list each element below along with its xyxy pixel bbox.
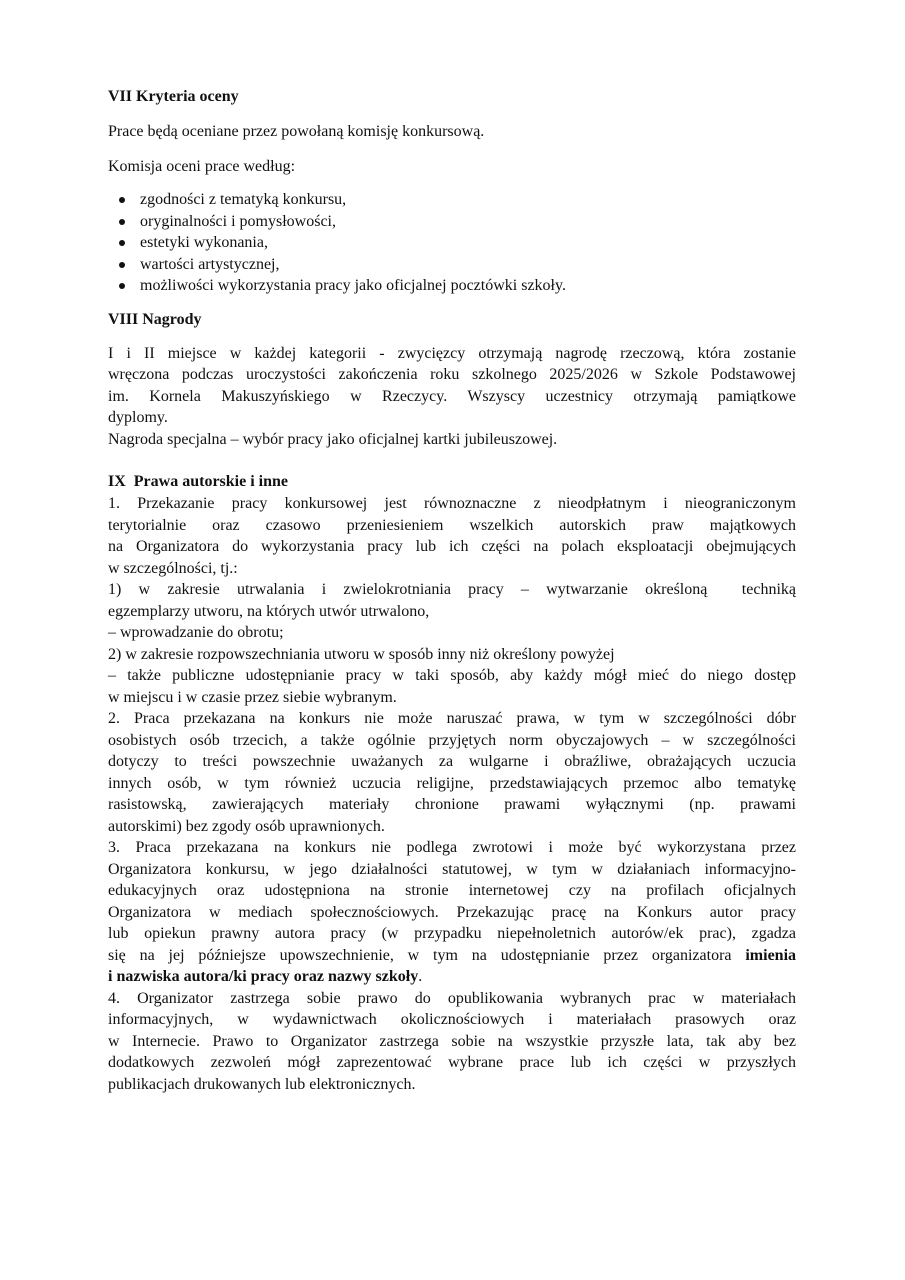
- bold-emphasis: imienia: [745, 946, 797, 964]
- section-7-lead: Komisja oceni prace według:: [108, 157, 296, 175]
- bullet-icon: [119, 197, 125, 203]
- criteria-item: wartości artystycznej,: [108, 254, 796, 276]
- criteria-item: oryginalności i pomysłowości,: [108, 211, 796, 233]
- bullet-icon: [119, 240, 125, 246]
- section-9-point-2: 2. Praca przekazana na konkurs nie może naruszać prawa, w tym w szczególności dóbr osobistych osób trzecich, a także ogólnie przyjętych norm obyczajowych – w szczególności dotyczy to treści powszechnie uważanych za wulgarne i obraźliwe, obrażających uczucia innych osób, w tym również uczucia religijne, przedstawiających przemoc albo tematykę rasistowską, zawierających materiały chronione prawami wyłącznymi (np. prawami autorskimi) bez zgody osób uprawnionych.: [108, 710, 796, 835]
- criteria-item: zgodności z tematyką konkursu,: [108, 189, 796, 211]
- bullet-icon: [119, 262, 125, 268]
- bullet-icon: [119, 219, 125, 225]
- section-9-point-1: 1. Przekazanie pracy konkursowej jest równoznaczne z nieodpłatnym i nieograniczonym terytorialnie oraz czasowo przeniesieniem wszelkich autorskich praw majątkowych na Organizatora do wykorzystania pracy lub ich części na polach eksploatacji obejmujących w szczególności, tj.: 1) w zakresie utrwalania i zwielokrotniania pracy – wytwarzanie określoną techniką egzemplarzy utworu, na których utwór utrwalono, – wprowadzanie do obrotu; 2) w zakresie rozpowszechniania utworu w sposób inny niż określony powyżej – także publiczne udostępnianie pracy w taki sposób, aby każdy mógł mieć do niego dostęp w miejscu i w czasie przez siebie wybranym.: [108, 495, 796, 706]
- bold-emphasis: i nazwiska autora/ki pracy oraz nazwy szkoły: [108, 968, 419, 985]
- criteria-list: [108, 189, 796, 297]
- section-9-point-4: 4. Organizator zastrzega sobie prawo do opublikowania wybranych prac w materiałach informacyjnych, w wydawnictwach okolicznościowych i materiałach prasowych oraz w Internecie. Prawo to Organizator zastrzega sobie na wszystkie przyszłe lata, tak aby bez dodatkowych zezwoleń mógł zaprezentować wybrane prace lub ich części w przyszłych publikacjach drukowanych lub elektronicznych.: [108, 989, 796, 1093]
- document-page: [108, 86, 796, 1095]
- bullet-icon: [119, 283, 125, 289]
- section-8-heading: VIII Nagrody: [108, 310, 202, 328]
- criteria-item: estetyki wykonania,: [108, 232, 796, 254]
- criteria-item: możliwości wykorzystania pracy jako oficjalnej pocztówki szkoły.: [108, 275, 796, 297]
- section-9-point-3: 3. Praca przekazana na konkurs nie podlega zwrotowi i może być wykorzystana przez Organizatora konkursu, w jego działalności statutowej, w tym w działaniach informacyjno- edukacyjnych oraz udostępniona na stronie internetowej czy na profilach oficjalnych Organizatora w mediach społecznościowych. Przekazując pracę na Konkurs autor pracy lub opiekun prawny autora pracy (w przypadku niepełnoletnich autorów/ek prac), zgadza się na jej późniejsze upowszechnienie, w tym na udostępnianie przez organizatora imienia i nazwiska autora/ki pracy oraz nazwy szkoły.: [108, 839, 797, 985]
- section-9-heading: IX Prawa autorskie i inne: [108, 473, 288, 490]
- section-7-intro: Prace będą oceniane przez powołaną komisję konkursową.: [108, 123, 485, 140]
- section-8-body: I i II miejsce w każdej kategorii - zwycięzcy otrzymają nagrodę rzeczową, która zostanie wręczona podczas uroczystości zakończenia roku szkolnego 2025/2026 w Szkole Podstawowej im. Kornela Makuszyńskiego w Rzeczycy. Wszyscy uczestnicy otrzymają pamiątkowe dyplomy. Nagroda specjalna – wybór pracy jako oficjalnej kartki jubileuszowej.: [108, 344, 796, 448]
- section-7-heading: VII Kryteria oceny: [108, 88, 239, 105]
